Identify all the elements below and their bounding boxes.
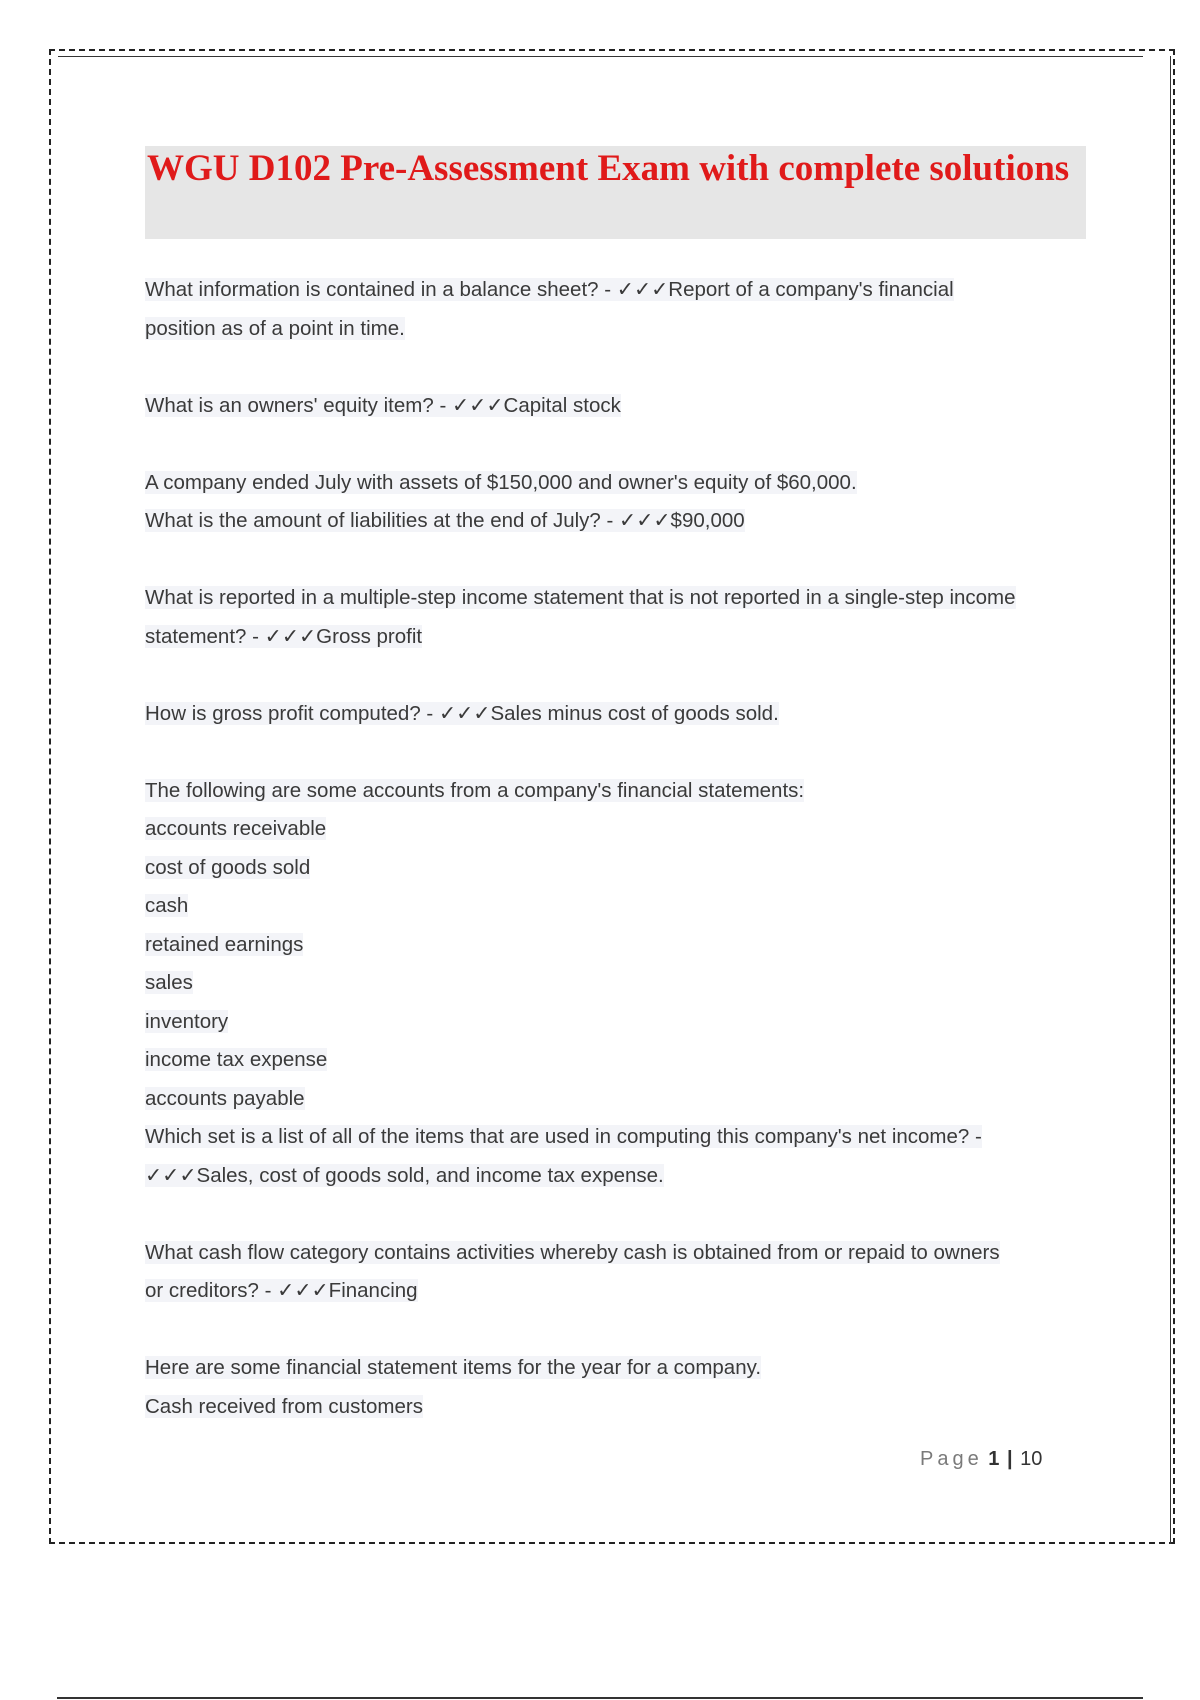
frame-right-line [1170,56,1171,1544]
title-banner [145,146,1086,239]
qa-line: The following are some accounts from a company's financial statements: [145,778,805,802]
account-list-item: retained earnings [145,932,304,956]
account-list-item: cost of goods sold [145,855,311,879]
account-list-item: accounts payable [145,1086,305,1110]
qa-item-statement-items [145,1349,1090,1426]
page-word: Page [920,1448,983,1470]
qa-item-multi-step [145,579,1090,656]
qa-line: ✓✓✓Sales, cost of goods sold, and income tax expense. [145,1163,664,1187]
qa-line: position as of a point in time. [145,316,405,340]
page-total: 10 [1020,1448,1043,1470]
document-title: WGU D102 Pre-Assessment Exam with complete solutions [147,148,1070,189]
frame-top-line [58,56,1143,57]
account-list-item: cash [145,894,189,917]
page-separator: | [1006,1448,1013,1470]
qa-line: What is reported in a multiple-step income statement that is not reported in a single-step income [145,586,1016,609]
qa-item-balance-sheet [145,271,1090,348]
qa-item-gross-profit [145,695,1090,734]
qa-line: Which set is a list of all of the items that are used in computing this company's net income? - [145,1125,982,1148]
qa-item-owners-equity [145,387,1090,426]
account-list-item: sales [145,971,193,994]
qa-item-liabilities [145,464,1090,541]
qa-line: or creditors? - ✓✓✓Financing [145,1279,418,1302]
qa-line: statement? - ✓✓✓Gross profit [145,624,423,648]
page-number: 1 [988,1448,1000,1470]
qa-line: What information is contained in a balance sheet? - ✓✓✓Report of a company's financial [145,278,954,301]
qa-content [145,271,1090,1465]
account-list-item: income tax expense [145,1048,328,1071]
account-list-item: inventory [145,1009,229,1033]
qa-line: What is the amount of liabilities at the end of July? - ✓✓✓$90,000 [145,509,745,532]
bottom-rule [57,1697,1143,1699]
qa-line: How is gross profit computed? - ✓✓✓Sales minus cost of goods sold. [145,701,779,725]
qa-line: Here are some financial statement items for the year for a company. [145,1356,762,1379]
qa-line: What is an owners' equity item? - ✓✓✓Capital stock [145,393,621,417]
account-list-item: accounts receivable [145,817,327,840]
qa-line: Cash received from customers [145,1394,423,1418]
qa-item-accounts-list [145,772,1090,1196]
qa-item-cash-flow [145,1234,1090,1311]
qa-line: What cash flow category contains activities whereby cash is obtained from or repaid to owners [145,1240,1000,1264]
qa-line: A company ended July with assets of $150,000 and owner's equity of $60,000. [145,470,857,494]
page-footer [920,1448,1042,1471]
